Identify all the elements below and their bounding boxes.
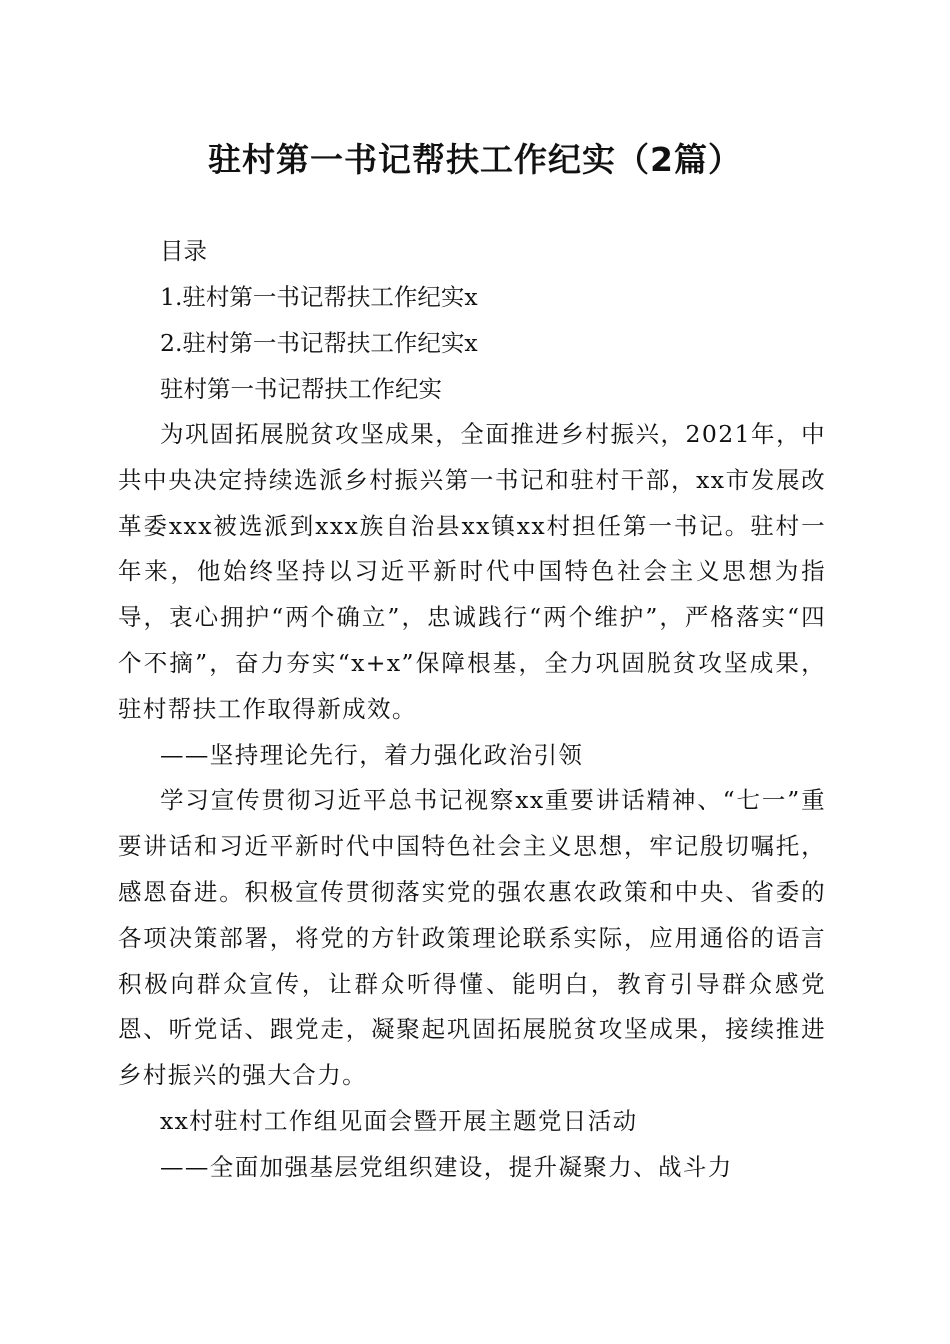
body-paragraph: 为巩固拓展脱贫攻坚成果，全面推进乡村振兴，2021年，中共中央决定持续选派乡村振兴第一书记和驻村干部，xx市发展改革委xxx被选派到xxx族自治县xx镇xx村担任第一书记。驻村一年来，他始终坚持以习近平新时代中国特色社会主义思想为指导，衷心拥护“两个确立”，忠诚践行“两个维护”，严格落实“四个不摘”，奋力夯实“x+x”保障根基，全力巩固脱贫攻坚成果，驻村帮扶工作取得新成效。 bbox=[118, 420, 826, 723]
document-title: 驻村第一书记帮扶工作纪实（2篇） bbox=[208, 140, 742, 179]
document-body bbox=[118, 228, 826, 1191]
toc-item: 2.驻村第一书记帮扶工作纪实x bbox=[160, 329, 478, 357]
toc-heading: 目录 bbox=[160, 237, 207, 265]
section-heading: ——全面加强基层党组织建设，提升凝聚力、战斗力 bbox=[160, 1152, 733, 1181]
photo-caption: xx村驻村工作组见面会暨开展主题党日活动 bbox=[160, 1106, 638, 1135]
article-title: 驻村第一书记帮扶工作纪实 bbox=[160, 375, 442, 403]
body-paragraph: 学习宣传贯彻习近平总书记视察xx重要讲话精神、“七一”重要讲话和习近平新时代中国特色社会主义思想，牢记殷切嘱托，感恩奋进。积极宣传贯彻落实党的强农惠农政策和中央、省委的各项决策部署，将党的方针政策理论联系实际，应用通俗的语言积极向群众宣传，让群众听得懂、能明白，教育引导群众感党恩、听党话、跟党走，凝聚起巩固拓展脱贫攻坚成果，接续推进乡村振兴的强大合力。 bbox=[118, 786, 826, 1090]
section-heading: ——坚持理论先行，着力强化政治引领 bbox=[160, 740, 584, 769]
toc-item: 1.驻村第一书记帮扶工作纪实x bbox=[160, 283, 478, 311]
